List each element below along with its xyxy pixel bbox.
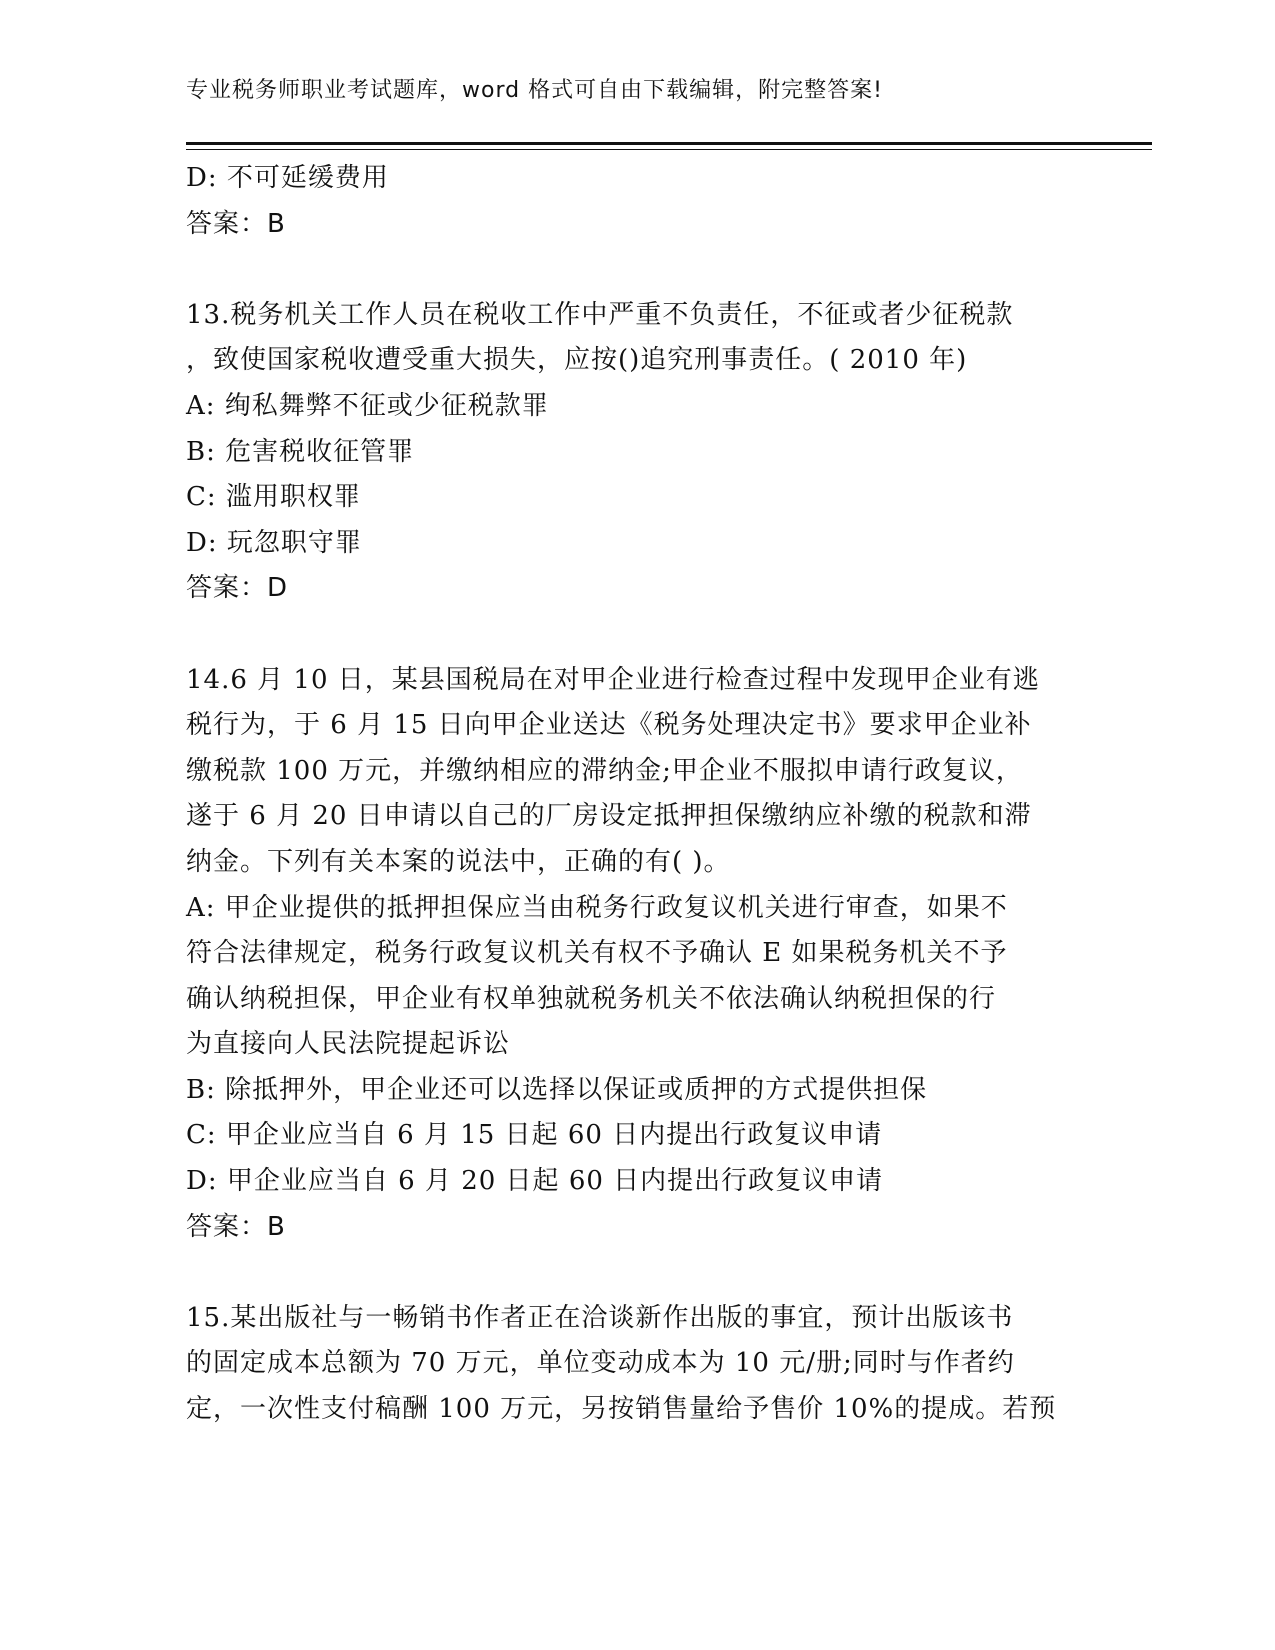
- prev-answer: 答案：B: [186, 208, 286, 239]
- q14-option-a-line: 确认纳税担保，甲企业有权单独就税务机关不依法确认纳税担保的行: [186, 983, 997, 1014]
- q14-option-a-line: 符合法律规定，税务行政复议机关有权不予确认 E 如果税务机关不予: [186, 938, 1008, 969]
- q15-stem-line: 定，一次性支付稿酬 100 万元，另按销售量给予售价 10%的提成。若预: [186, 1394, 1057, 1425]
- q13-option-b: B: 危害税收征管罪: [186, 436, 415, 467]
- q14-option-a-line: A: 甲企业提供的抵押担保应当由税务行政复议机关进行审查，如果不: [186, 892, 1008, 923]
- q14-stem-line: 纳金。下列有关本案的说法中，正确的有( )。: [186, 846, 731, 877]
- document-body: [186, 156, 1106, 1433]
- q14-stem-line: 遂于 6 月 20 日申请以自己的厂房设定抵押担保缴纳应补缴的税款和滞: [186, 801, 1032, 832]
- q15-stem-line: 的固定成本总额为 70 万元，单位变动成本为 10 元/册;同时与作者约: [186, 1348, 1015, 1379]
- header-rule-thick: [186, 142, 1152, 145]
- q14-option-d: D: 甲企业应当自 6 月 20 日起 60 日内提出行政复议申请: [186, 1166, 884, 1197]
- q13-answer: 答案：D: [186, 573, 289, 604]
- q13-option-c: C: 滥用职权罪: [186, 482, 361, 513]
- header-rule-thin: [186, 149, 1152, 150]
- q14-stem-line: 缴税款 100 万元，并缴纳相应的滞纳金;甲企业不服拟申请行政复议，: [186, 755, 1023, 786]
- q13-option-a: A: 绚私舞弊不征或少征税款罪: [186, 390, 549, 421]
- q14-stem-line: 税行为，于 6 月 15 日向甲企业送达《税务处理决定书》要求甲企业补: [186, 710, 1032, 741]
- q15-stem-line: 15.某出版社与一畅销书作者正在洽谈新作出版的事宜，预计出版该书: [186, 1302, 1014, 1333]
- q14-stem-line: 14.6 月 10 日，某县国税局在对甲企业进行检查过程中发现甲企业有逃: [186, 664, 1040, 695]
- spacer: [186, 247, 1106, 293]
- q13-stem-line: ，致使国家税收遭受重大损失，应按()追究刑事责任。( 2010 年): [186, 345, 968, 376]
- q14-option-c: C: 甲企业应当自 6 月 15 日起 60 日内提出行政复议申请: [186, 1120, 883, 1151]
- q13-stem-line: 13.税务机关工作人员在税收工作中严重不负责任，不征或者少征税款: [186, 299, 1014, 330]
- prev-option-d: D: 不可延缓费用: [186, 163, 389, 193]
- q14-option-a-line: 为直接向人民法院提起诉讼: [186, 1029, 511, 1060]
- q14-answer: 答案：B: [186, 1211, 286, 1242]
- q13-option-d: D: 玩忽职守罪: [186, 527, 362, 558]
- spacer: [186, 1250, 1106, 1296]
- page-header: 专业税务师职业考试题库，word 格式可自由下载编辑，附完整答案!: [186, 78, 883, 103]
- spacer: [186, 612, 1106, 658]
- q14-option-b: B: 除抵押外，甲企业还可以选择以保证或质押的方式提供担保: [186, 1074, 928, 1105]
